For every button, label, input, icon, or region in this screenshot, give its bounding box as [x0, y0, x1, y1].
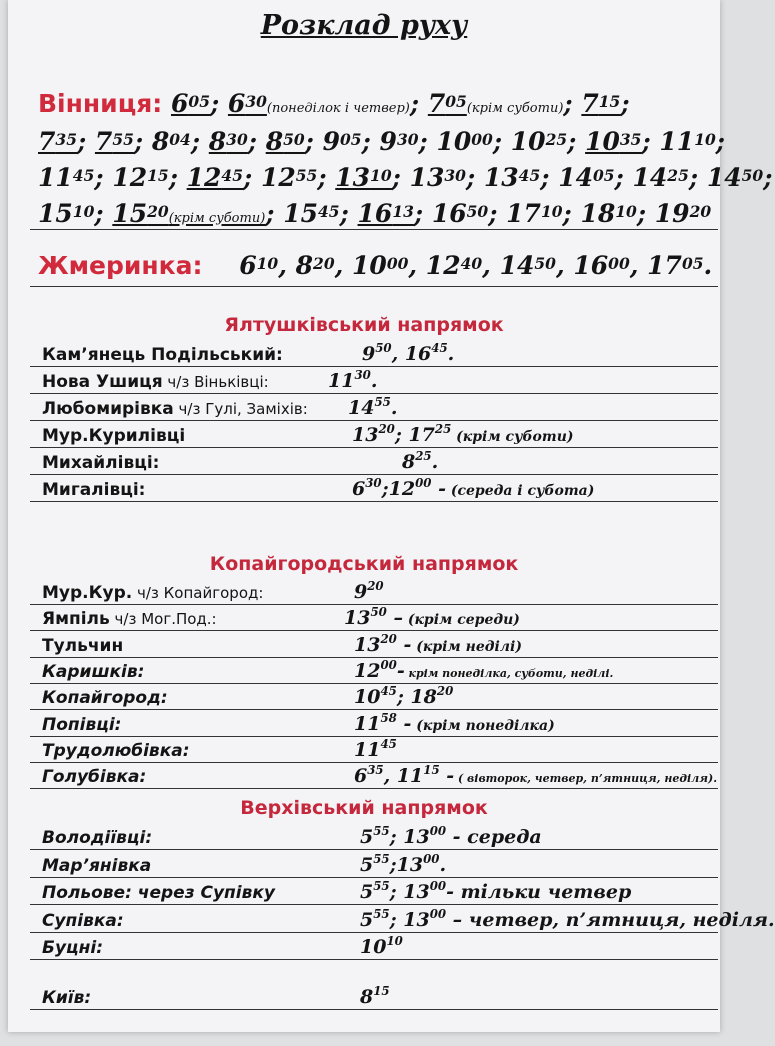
time: $7^{55}$ [94, 127, 134, 156]
departure-times: $11^{30}$. [328, 368, 378, 392]
zhmerynka-times: $6^{10}$, $8^{20}$, $10^{00}$, $12^{40}$, $14^{50}$, $16^{00}$, $17^{05}$. [239, 251, 713, 280]
divider [30, 788, 718, 789]
schedule-row [42, 341, 720, 367]
schedule-row [42, 852, 720, 878]
destination-name: Голубівка: [42, 767, 147, 788]
destination-name: Любомирівка ч/з Гулі, Заміхів: [42, 399, 308, 419]
divider [30, 366, 718, 367]
zhmerynka-label: Жмеринка: [38, 251, 203, 280]
destination-name: Володіївці: [42, 828, 153, 848]
departure-times: $11^{58}$ - (крім понеділка) [354, 710, 555, 735]
schedule-row [42, 476, 720, 502]
destination-name: Мигалівці: [42, 480, 146, 500]
departure-times: $5^{55};13^{00}$. [360, 851, 447, 876]
vinnytsia-label: Вінниця: [38, 89, 163, 118]
departure-times: $9^{20}$ [354, 579, 384, 603]
divider [30, 393, 718, 394]
departure-times: $8^{25}$. [402, 449, 439, 473]
schedule-row [42, 906, 775, 933]
time: $10^{35}$ [585, 127, 642, 156]
schedule-row [42, 632, 720, 658]
departure-times: $5^{55}$; $13^{00}$ – четвер, п’ятниця, неділя. [360, 906, 775, 931]
destination-name: Попівці: [42, 714, 122, 735]
vinnytsia-line-3: $11^{45}$; $12^{15}$; $12^{45}$; $12^{55}$; $13^{10}$; $13^{30}$; $13^{45}$; $14^{05}$; $14^{25}$; $14^{50}$; [38, 163, 773, 192]
time: $6^{05}$ [171, 89, 210, 118]
schedule-row [42, 395, 720, 421]
schedule-row [42, 449, 720, 475]
time: $12^{15}$ [112, 163, 169, 192]
destination-name: Супівка: [42, 910, 124, 931]
time: $7^{05}$ [427, 89, 467, 118]
destination-name: Буцні: [42, 938, 104, 958]
schedule-row [42, 658, 720, 684]
time: $6^{30}$ [227, 89, 267, 118]
departure-times: $5^{55}$; $13^{00}$ - середа [360, 824, 542, 848]
departure-times: $13^{20}$; $17^{25}$ (крім суботи) [352, 422, 574, 446]
departure-times: $5^{55}$; $13^{00}-$ тільки четвер [360, 879, 632, 903]
schedule-row [42, 684, 720, 710]
schedule-row [42, 984, 720, 1010]
destination-name: Копайгород: [42, 688, 168, 709]
time-note: (крім суботи) [466, 101, 564, 116]
divider [30, 959, 718, 960]
divider [30, 501, 718, 502]
departure-times: $12^{00}-$ крім понеділка, суботи, неділі. [354, 657, 614, 682]
schedule-row [42, 737, 720, 763]
time: $10^{00}$ [436, 127, 493, 156]
time: $12^{55}$ [260, 163, 318, 192]
departure-times: $8^{15}$ [360, 983, 390, 1008]
time: $13^{45}$ [483, 163, 541, 192]
departure-times: $13^{50}$ – (крім середи) [344, 605, 520, 630]
time: $13^{30}$ [409, 163, 466, 192]
divider [30, 1009, 718, 1010]
time: $7^{15}$ [581, 89, 621, 118]
destination-name: Мур.Курилівці [42, 426, 186, 446]
destination-name: Мар’янівка [42, 855, 152, 876]
destination-name: Каришків: [42, 661, 145, 682]
schedule-row [42, 763, 720, 789]
divider [30, 849, 718, 850]
page-title: Розклад руху [260, 10, 468, 41]
departure-times: $10^{45}$; $18^{20}$ [354, 684, 454, 709]
time: $14^{50}$ [706, 163, 764, 192]
destination-name: Мур.Кур. ч/з Копайгород: [42, 583, 264, 603]
departure-times: $10^{10}$ [360, 934, 403, 958]
divider [30, 877, 718, 878]
schedule-row [42, 824, 720, 850]
schedule-sheet [8, 0, 775, 1032]
schedule-row [42, 605, 720, 631]
departure-times: $6^{30};12^{00}$ - (середа і субота) [352, 476, 595, 500]
time: $14^{05}$ [558, 163, 615, 192]
vinnytsia-line-2: $7^{35}$; $7^{55}$; $8^{04}$; $8^{30}$; $8^{50}$; $9^{05}$; $9^{30}$; $10^{00}$; $10^{25}$; $10^{35}$; $11^{10}$; [38, 127, 725, 156]
departure-times: $9^{50}$, $16^{45}$. [362, 341, 455, 365]
heading-verkhiv: Верхівський напрямок [240, 797, 488, 819]
schedule-row [42, 711, 720, 737]
time: $9^{30}$ [379, 127, 419, 156]
heading-kopaihorod: Копайгородський напрямок [209, 553, 519, 575]
divider [30, 286, 718, 287]
heading-yaltushkiv: Ялтушківський напрямок [224, 314, 504, 336]
destination-name: Михайлівці: [42, 453, 160, 473]
destination-name: Тульчин [42, 635, 124, 656]
divider [30, 932, 718, 933]
schedule-row [42, 368, 720, 394]
time: $8^{30}$ [208, 127, 248, 156]
time: $9^{05}$ [322, 127, 362, 156]
vinnytsia-line-1: Вінниця: $6^{05}$; $6^{30}(понеділок$ і четвер); $7^{05}(крім$ суботи); $7^{15}$; [38, 89, 630, 118]
time-note: (понеділок і четвер) [266, 101, 410, 116]
divider [30, 420, 718, 421]
destination-name: Ямпіль ч/з Мог.Под.: [42, 609, 217, 630]
destination-name: Трудолюбівка: [42, 740, 190, 761]
destination-name: Нова Ушиця ч/з Віньківці: [42, 372, 269, 392]
time: $10^{25}$ [510, 127, 568, 156]
time: $7^{35}$ [38, 127, 77, 156]
time: $8^{50}$ [265, 127, 305, 156]
destination-name: Київ: [42, 987, 92, 1008]
schedule-row [42, 934, 720, 960]
departure-times: $11^{45}$ [354, 736, 397, 761]
divider [30, 904, 718, 905]
time: $11^{45}$ [38, 163, 95, 192]
departure-times: $6^{35}$, $11^{15}$ - ( вівторок, четвер, п’ятниця, неділя). [354, 763, 718, 788]
divider [30, 447, 718, 448]
time: $11^{10}$ [659, 127, 716, 156]
divider [30, 229, 718, 230]
time: $13^{10}$ [335, 163, 392, 192]
schedule-row [42, 579, 720, 605]
departure-times: $13^{20}$ - (крім неділі) [354, 631, 522, 656]
destination-name: Польове: через Супівку [42, 883, 275, 903]
zhmerynka-line [38, 246, 712, 286]
time: $14^{25}$ [632, 163, 689, 192]
time: $8^{04}$ [151, 127, 191, 156]
time: $12^{45}$ [186, 163, 243, 192]
destination-name: Кам’янець Подільський: [42, 345, 283, 365]
schedule-row [42, 879, 720, 905]
departure-times: $14^{55}$. [348, 395, 398, 419]
divider [30, 474, 718, 475]
vinnytsia-line-4: $15^{10}$; $15^{20}(крім$ суботи); $15^{45}$; $16^{13}$; $16^{50}$; $17^{10}$; $18^{10}$; $19^{20}$ [38, 199, 712, 228]
schedule-row [42, 422, 720, 448]
